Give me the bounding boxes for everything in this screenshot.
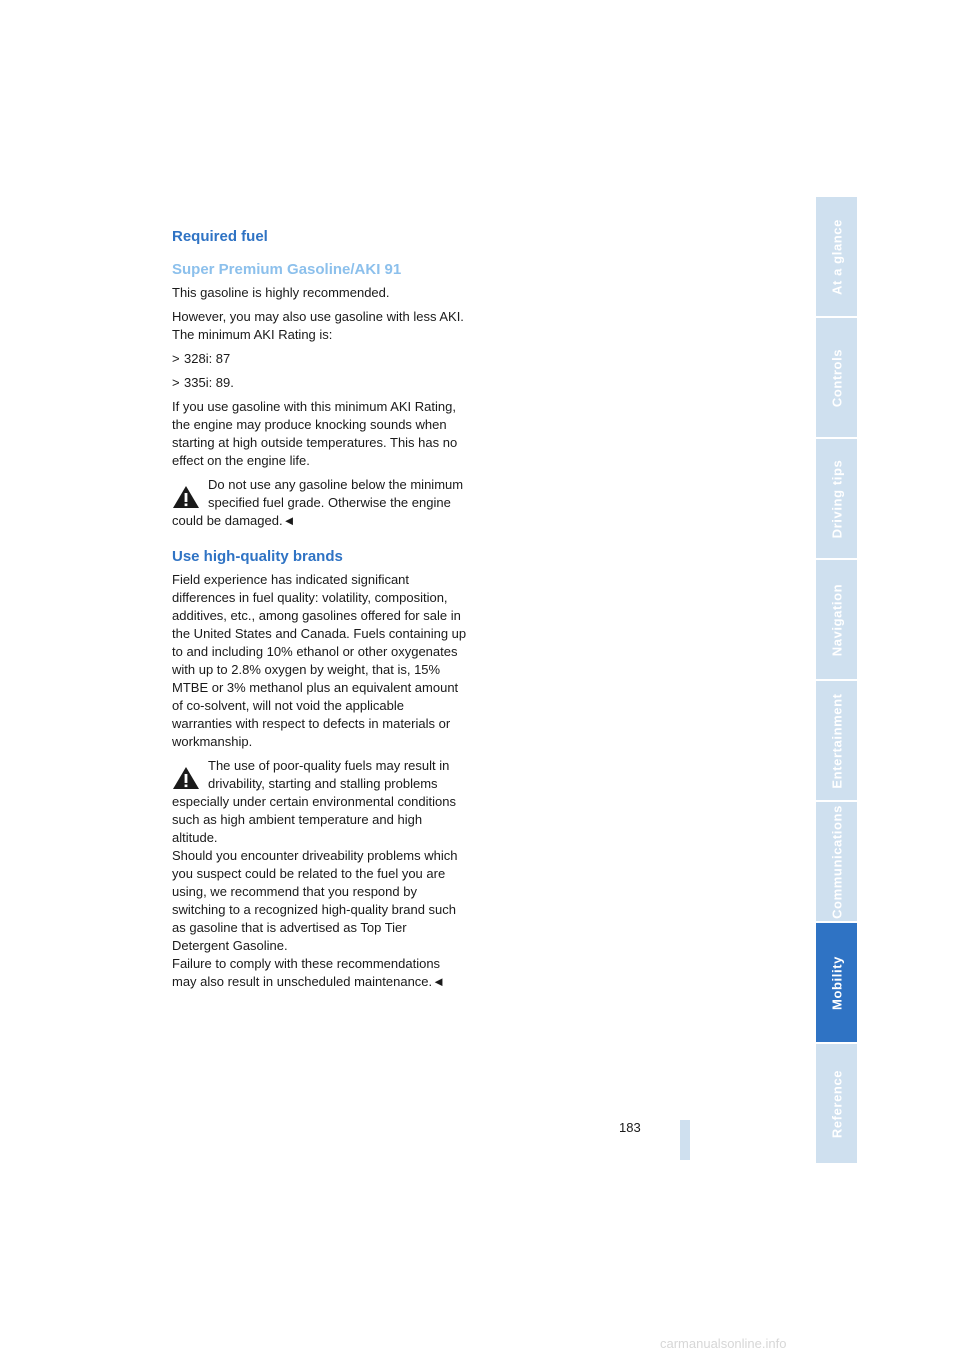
bullet-mark: > <box>172 375 180 390</box>
warning-text: Do not use any gasoline below the minimum specified fuel grade. Otherwise the engine could be damaged. <box>172 477 464 528</box>
tab-label: Entertainment <box>829 692 844 789</box>
end-mark: ◄ <box>432 974 446 989</box>
warning-icon <box>172 484 200 510</box>
paragraph: This gasoline is highly recommended. <box>172 285 390 300</box>
page-number-bar <box>680 1120 690 1160</box>
tab-at-a-glance[interactable] <box>816 197 857 316</box>
bullet-text: 328i: 87 <box>184 351 231 366</box>
paragraph: Field experience has indicated significant differences in fuel quality: volatility, composition, additives, etc., among gasolines offered for sale in the United States and Canada. Fuels containing up to and including 10% ethanol or other oxygenates with up to 2.8% oxygen by weight, that is, 15% MTBE or 3% methanol plus an equivalent amount of co-solvent, will not void the applicable warranties with respect to defects in materials or workmanship. <box>172 572 467 749</box>
tab-reference[interactable] <box>816 1044 857 1163</box>
list-item <box>172 350 467 368</box>
tab-label: At a glance <box>829 218 844 295</box>
tab-label: Driving tips <box>829 459 844 538</box>
chapter-tabs <box>816 197 857 1165</box>
bullet-mark: > <box>172 351 180 366</box>
tab-driving-tips[interactable] <box>816 439 857 558</box>
warning-text: Failure to comply with these recommendations may also result in unscheduled maintenance. <box>172 956 441 989</box>
tab-navigation[interactable] <box>816 560 857 679</box>
tab-label: Navigation <box>829 583 844 656</box>
tab-label: Communications <box>829 804 844 919</box>
end-mark: ◄ <box>282 513 296 528</box>
tab-mobility[interactable] <box>816 923 857 1042</box>
heading-super-premium: Super Premium Gasoline/AKI 91 <box>172 261 402 278</box>
warning-text: Should you encounter driveability problems which you suspect could be related to the fuel you are using, we recommend that you respond by switching to a recognized high-quality brand such as gasoline that is advertised as Top Tier Detergent Gasoline. <box>172 848 458 953</box>
warning-text: The use of poor-quality fuels may result in drivability, starting and stalling problems especially under certain environmental conditions such as high ambient temperature and high altitude. <box>172 758 456 845</box>
tab-controls[interactable] <box>816 318 857 437</box>
paragraph: However, you may also use gasoline with less AKI. The minimum AKI Rating is: <box>172 309 464 342</box>
tab-label: Mobility <box>829 955 844 1010</box>
list-item <box>172 374 467 392</box>
page-number: 183 <box>619 1120 641 1135</box>
tab-entertainment[interactable] <box>816 681 857 800</box>
warning-note <box>172 757 467 991</box>
page-content <box>172 228 467 997</box>
heading-high-quality-brands: Use high-quality brands <box>172 548 343 565</box>
tab-label: Reference <box>829 1069 844 1138</box>
watermark: carmanualsonline.info <box>660 1336 787 1351</box>
warning-note <box>172 476 467 530</box>
paragraph: If you use gasoline with this minimum AKI Rating, the engine may produce knocking sounds when starting at high outside temperatures. This has no effect on the engine life. <box>172 399 458 468</box>
tab-label: Controls <box>829 348 844 407</box>
warning-icon <box>172 765 200 791</box>
bullet-text: 335i: 89. <box>184 375 234 390</box>
tab-communications[interactable] <box>816 802 857 921</box>
heading-required-fuel: Required fuel <box>172 228 268 245</box>
